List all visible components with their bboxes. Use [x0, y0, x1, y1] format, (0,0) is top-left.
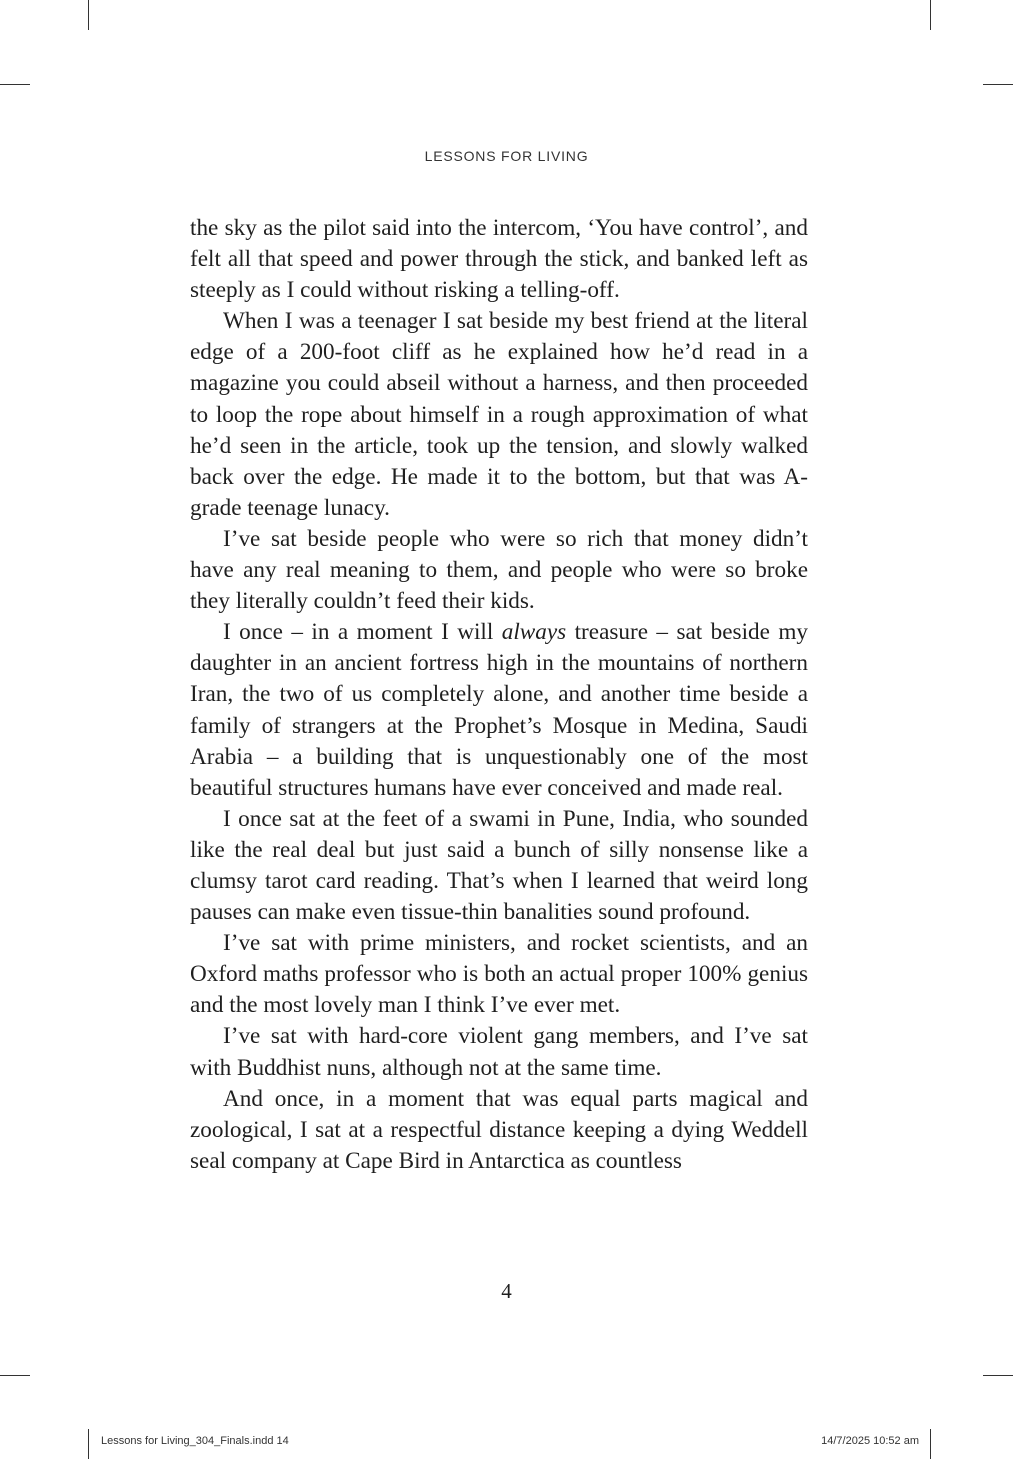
paragraph-text: I once – in a moment I will [223, 619, 502, 646]
page-number: 4 [501, 1279, 512, 1303]
paragraph: And once, in a moment that was equal parts magical and zoological, I sat at a respectful distance keeping a dying Weddell seal company at Cape Bird in Antarctica as countless [190, 1085, 808, 1174]
crop-mark-left-bottom [0, 1375, 30, 1376]
paragraph: I’ve sat with hard-core violent gang members, and I’ve sat with Buddhist nuns, although not at the same time. [190, 1023, 808, 1081]
crop-mark-left-top [0, 84, 30, 85]
paragraph: the sky as the pilot said into the intercom, ‘You have control’, and felt all that speed and power through the stick, and banked left as steeply as I could without risking a telling-off. [190, 215, 808, 304]
crop-mark-right-bottom [983, 1375, 1013, 1376]
crop-mark-bottom-left [88, 1429, 89, 1459]
crop-mark-bottom-right [930, 1429, 931, 1459]
paragraph [190, 617, 808, 804]
running-head: LESSONS FOR LIVING [424, 148, 589, 164]
slug-file-name: Lessons for Living_304_Finals.indd 14 [101, 1435, 289, 1447]
paragraph: I once sat at the feet of a swami in Pune, India, who sounded like the real deal but just said a bunch of silly nonsense like a clumsy tarot card reading. That’s when I learned that weird long pauses can make even tissue-thin banalities sound profound. [190, 805, 808, 926]
paragraph: I’ve sat beside people who were so rich that money didn’t have any real meaning to them, and people who were so broke they literally couldn’t feed their kids. [190, 525, 808, 615]
paragraph: When I was a teenager I sat beside my best friend at the literal edge of a 200-foot cliff as he explained how he’d read in a magazine you could abseil without a harness, and then proceeded to loop the rope about himself in a rough approximation of what he’d seen in the article, took up the tension, and slowly walked back over the edge. He made it to the bottom, but that was A-grade teenage lunacy. [190, 308, 808, 521]
paragraph-text: treasure – sat beside my daughter in an ancient fortress high in the mountains of northern Iran, the two of us completely alone, and another time beside a family of strangers at the Prophet’s Mosque in Medina, Saudi Arabia – a building that is unquestionably one of the most beautiful structures humans have ever conceived and made real. [190, 619, 808, 801]
crop-mark-top-left [88, 0, 89, 30]
slug-date-time: 14/7/2025 10:52 am [821, 1435, 919, 1447]
body-text [190, 213, 808, 1177]
crop-mark-right-top [983, 84, 1013, 85]
crop-mark-top-right [930, 0, 931, 30]
paragraph: I’ve sat with prime ministers, and rocket scientists, and an Oxford maths professor who is both an actual proper 100% genius and the most lovely man I think I’ve ever met. [190, 930, 808, 1019]
emphasis: always [501, 619, 567, 646]
